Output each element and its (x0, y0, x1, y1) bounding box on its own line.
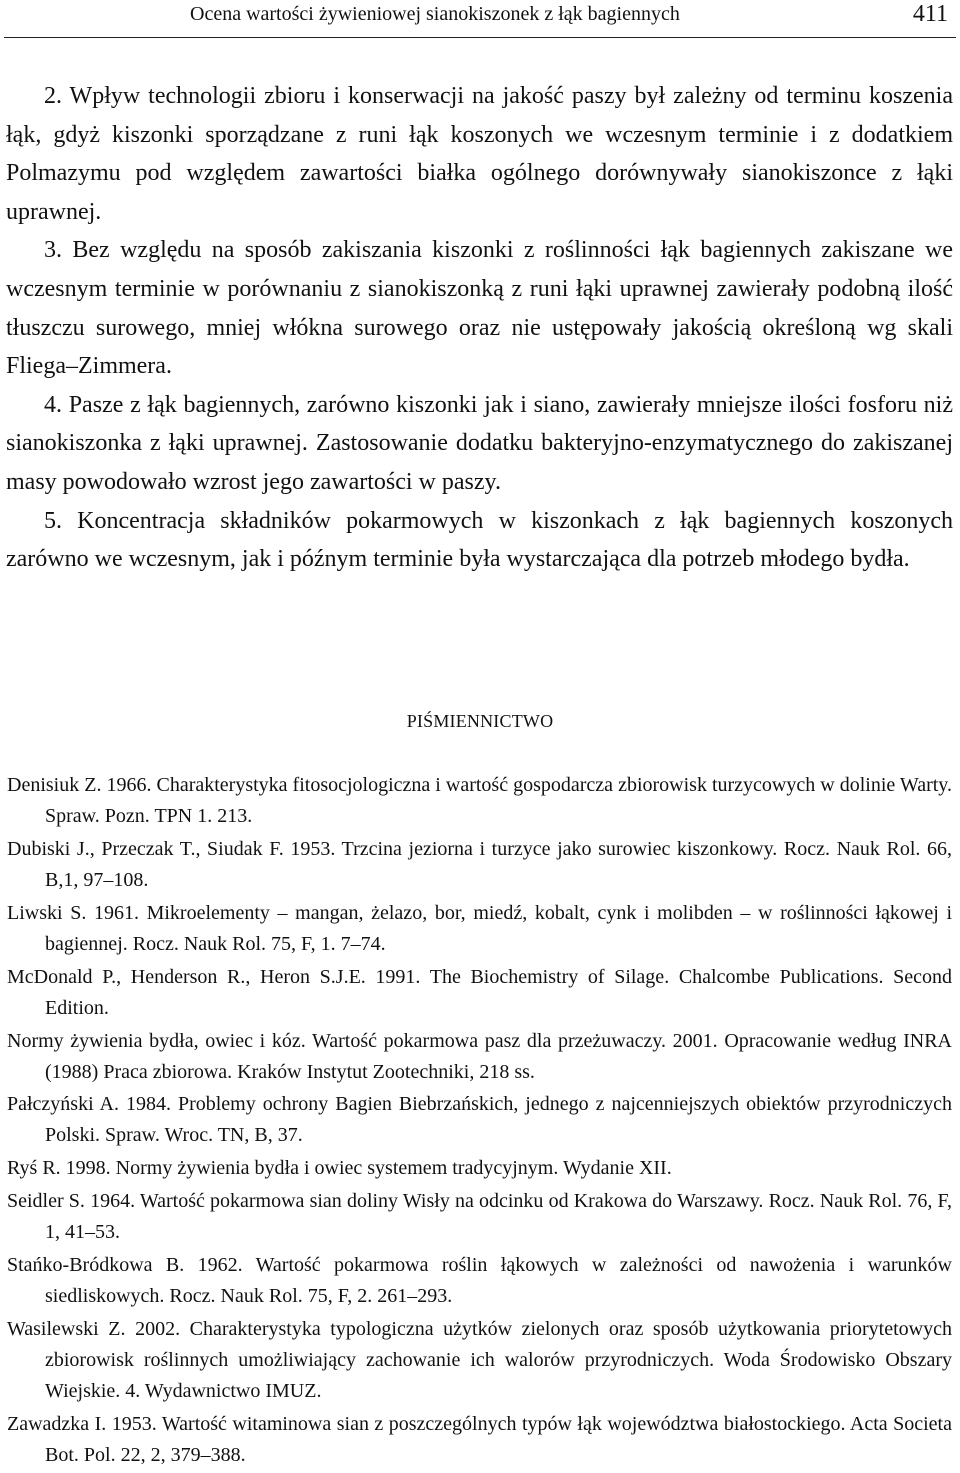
conclusions-section (6, 77, 953, 579)
header-divider (4, 37, 956, 38)
references-heading: PIŚMIENNICTWO (406, 711, 554, 731)
reference-entry: McDonald P., Henderson R., Heron S.J.E. 1991. The Biochemistry of Silage. Chalcombe Publications. Second Edition. (7, 965, 952, 1019)
reference-entry: Pałczyński A. 1984. Problemy ochrony Bagien Biebrzańskich, jednego z najcenniejszych obiektów przyrodniczych Polski. Spraw. Wroc. TN, B, 37. (7, 1093, 952, 1147)
reference-entry: Normy żywienia bydła, owiec i kóz. Wartość pokarmowa pasz dla przeżuwaczy. 2001. Opracowanie według INRA (1988) Praca zbiorowa. Kraków Instytut Zootechniki, 218 ss. (7, 1029, 952, 1083)
conclusion-item: 5. Koncentracja składników pokarmowych w kiszonkach z łąk bagiennych koszonych zarówno we wczesnym, jak i późnym terminie była wystarczająca dla potrzeb młodego bydła. (6, 507, 953, 573)
conclusion-item: 3. Bez względu na sposób zakiszania kiszonki z roślinności łąk bagiennych zakiszane we wczesnym terminie w porównaniu z sianokiszonką z runi łąki uprawnej zawierały podobną ilość tłuszczu surowego, mniej włókna surowego oraz nie ustępowały jakością określoną wg skali Fliega–Zimmera. (6, 237, 953, 380)
reference-entry: Ryś R. 1998. Normy żywienia bydła i owiec systemem tradycyjnym. Wydanie XII. (7, 1157, 672, 1180)
conclusion-item: 2. Wpływ technologii zbioru i konserwacji na jakość paszy był zależny od terminu koszenia łąk, gdyż kiszonki sporządzane z runi łąk koszonych we wczesnym terminie i z dodatkiem Polmazymu pod względem zawartości białka ogólnego dorównywały sianokiszonce z łąki uprawnej. (6, 83, 953, 225)
reference-entry: Wasilewski Z. 2002. Charakterystyka typologiczna użytków zielonych oraz sposób użytkowania priorytetowych zbiorowisk roślinnych umożliwiający zachowanie ich walorów przyrodniczych. Woda Środowisko Obszary Wiejskie. 4. Wydawnictwo IMUZ. (7, 1318, 952, 1403)
reference-entry: Dubiski J., Przeczak T., Siudak F. 1953. Trzcina jeziorna i turzyce jako surowiec kiszonkowy. Rocz. Nauk Rol. 66, B,1, 97–108. (7, 837, 952, 891)
reference-entry: Seidler S. 1964. Wartość pokarmowa sian doliny Wisły na odcinku od Krakowa do Warszawy. Rocz. Nauk Rol. 76, F, 1, 41–53. (7, 1190, 952, 1244)
running-title: Ocena wartości żywieniowej sianokiszonek z łąk bagiennych (190, 3, 680, 25)
reference-entry: Denisiuk Z. 1966. Charakterystyka fitosocjologiczna i wartość gospodarcza zbiorowisk turzycowych w dolinie Warty. Spraw. Pozn. TPN 1. 213. (7, 774, 952, 827)
reference-entry: Zawadzka I. 1953. Wartość witaminowa sian z poszczególnych typów łąk województwa białostockiego. Acta Societa Bot. Pol. 22, 2, 379–388. (7, 1412, 952, 1466)
references-list (7, 770, 952, 1473)
running-header (0, 0, 960, 40)
page-number: 411 (912, 1, 948, 27)
reference-entry: Stańko-Bródkowa B. 1962. Wartość pokarmowa roślin łąkowych w zależności od nawożenia i warunków siedliskowych. Rocz. Nauk Rol. 75, F, 2. 261–293. (7, 1254, 952, 1308)
conclusion-item: 4. Pasze z łąk bagiennych, zarówno kiszonki jak i siano, zawierały mniejsze ilości fosforu niż sianokiszonka z łąki uprawnej. Zastosowanie dodatku bakteryjno-enzymatycznego do zakiszanej masy powodowało wzrost jego zawartości w paszy. (6, 391, 953, 495)
reference-entry: Liwski S. 1961. Mikroelementy – mangan, żelazo, bor, miedź, kobalt, cynk i molibden – w roślinności łąkowej i bagiennej. Rocz. Nauk Rol. 75, F, 1. 7–74. (7, 901, 952, 955)
